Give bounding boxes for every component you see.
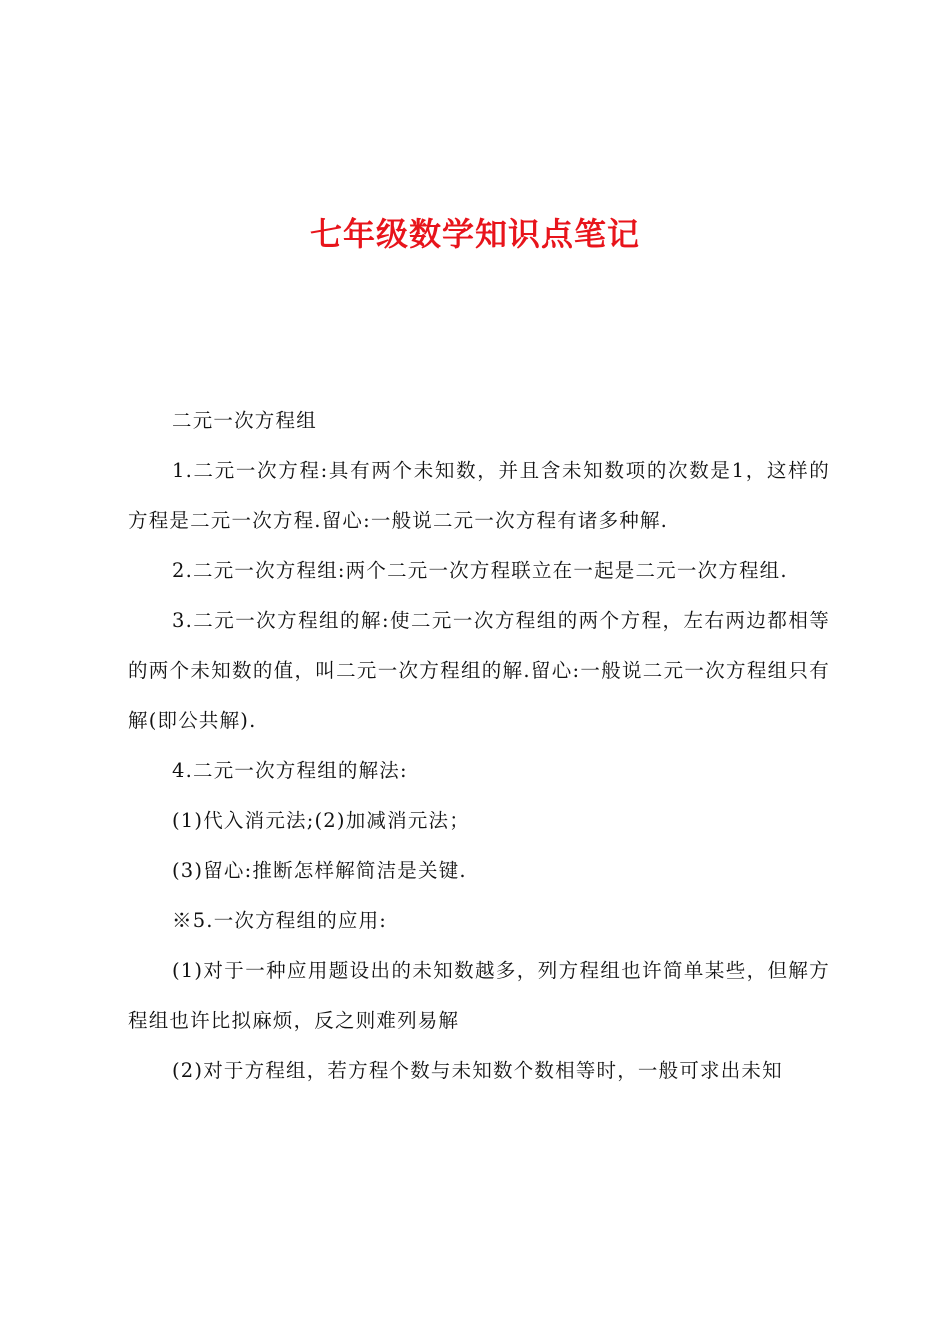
paragraph: 3.二元一次方程组的解:使二元一次方程组的两个方程，左右两边都相等的两个未知数的值，叫二元一次方程组的解.留心:一般说二元一次方程组只有解(即公共解). bbox=[128, 609, 830, 732]
paragraph: (1)代入消元法;(2)加减消元法； bbox=[172, 809, 470, 832]
paragraph: ※5.一次方程组的应用: bbox=[172, 909, 388, 932]
paragraph: 4.二元一次方程组的解法: bbox=[172, 759, 408, 782]
document-title: 七年级数学知识点笔记 bbox=[309, 215, 640, 253]
paragraph: 1.二元一次方程:具有两个未知数，并且含未知数项的次数是1，这样的方程是二元一次方程.留心:一般说二元一次方程有诸多种解. bbox=[128, 459, 830, 532]
paragraph: (1)对于一种应用题设出的未知数越多，列方程组也许简单某些，但解方程组也许比拟麻烦，反之则难列易解 bbox=[128, 959, 830, 1032]
paragraph: (2)对于方程组，若方程个数与未知数个数相等时，一般可求出未知 bbox=[172, 1059, 783, 1082]
document-body bbox=[128, 396, 830, 1096]
paragraph: (3)留心:推断怎样解简洁是关键. bbox=[172, 859, 467, 882]
section-heading: 二元一次方程组 bbox=[172, 409, 317, 432]
paragraph: 2.二元一次方程组:两个二元一次方程联立在一起是二元一次方程组. bbox=[172, 559, 788, 582]
